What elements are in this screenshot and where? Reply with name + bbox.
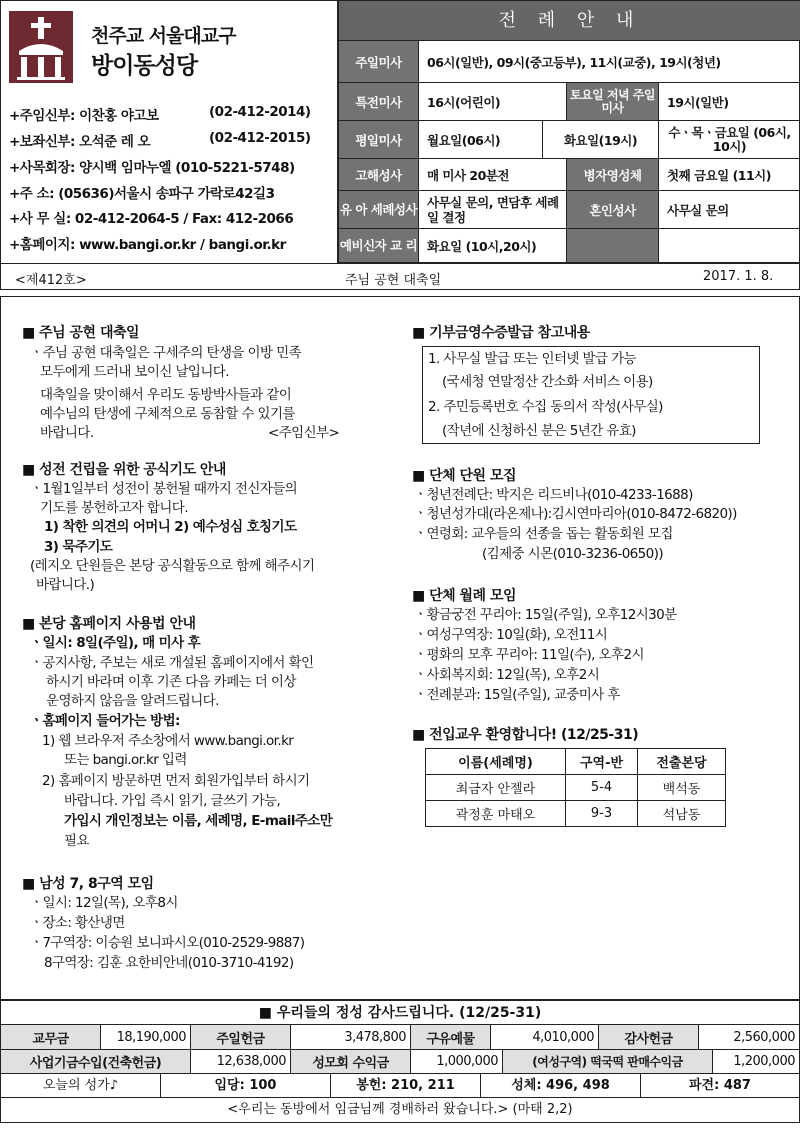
- table-row: [426, 801, 726, 827]
- prayer-line: 1) 착한 의견의 어머니 2) 예수성심 호칭기도: [44, 519, 297, 535]
- homepage-line: 2) 홈페이지 방문하면 먼저 회원가입부터 하시기: [42, 773, 310, 789]
- recruit-line: ㆍ청년성가대(라온제나):김시연마리아(010-8472-6820)): [414, 506, 737, 522]
- mens-meeting-title: ■ 남성 7, 8구역 모임: [22, 876, 154, 892]
- newcomer-table: [425, 748, 726, 827]
- offering-value: 3,478,800: [291, 1025, 411, 1050]
- catechumen-label: 예비신자 교 리: [339, 229, 419, 263]
- column-header: 구역-반: [566, 749, 638, 775]
- homepage-line: 또는 bangi.or.kr 입력: [64, 752, 187, 768]
- issue-date: 2017. 1. 8.: [703, 269, 774, 284]
- infant-baptism-value: 사무실 문의, 면담후 세례일 결정: [419, 191, 567, 229]
- epiphany-line: 모두에게 드러내 보이신 날입니다.: [40, 364, 229, 380]
- newcomer-title: ■ 전입교우 환영합니다! (12/25-31): [412, 727, 639, 743]
- mens-meeting-line: ㆍ장소: 황산냉면: [30, 915, 125, 931]
- epiphany-line: 예수님의 탄생에 구체적으로 동참할 수 있기를: [40, 406, 295, 422]
- saturday-evening-mass-label: 토요일 저녁 주일 미사: [567, 83, 659, 121]
- offering-value: 18,190,000: [101, 1025, 191, 1050]
- contact-phone: (02-412-2015): [209, 130, 311, 146]
- confession-value: 매 미사 20분전: [419, 159, 567, 191]
- contact-assistant-priest: [9, 130, 311, 150]
- table-cell: 백석동: [638, 775, 726, 801]
- table-row: [426, 775, 726, 801]
- homepage-line: ㆍ공지사항, 주보는 새로 개설된 홈페이지에서 확인: [30, 655, 314, 671]
- sunday-mass-value: 06시(일반), 09시(중고등부), 11시(교중), 19시(청년): [419, 41, 800, 83]
- issue-number: <제412호>: [15, 273, 87, 288]
- epiphany-line: 바랍니다.: [40, 425, 94, 441]
- offering-value: 12,638,000: [191, 1050, 291, 1074]
- monthly-meeting-line: ㆍ사회복지회: 12일(목), 오후2시: [414, 667, 600, 683]
- parish-name: 방이동성당: [91, 53, 198, 79]
- recruit-title: ■ 단체 단원 모집: [412, 468, 516, 484]
- monthly-meeting-title: ■ 단체 월례 모임: [412, 588, 516, 604]
- epiphany-title: ■ 주님 공현 대축일: [22, 325, 140, 341]
- prayer-line: 3) 묵주기도: [44, 539, 113, 555]
- offering-label: 성모회 수익금: [291, 1050, 411, 1074]
- column-header: 전출본당: [638, 749, 726, 775]
- epiphany-signature: <주임신부>: [268, 425, 340, 441]
- monthly-meeting-line: ㆍ여성구역장: 10일(화), 오전11시: [414, 627, 608, 643]
- special-mass-label: 특전미사: [339, 83, 419, 121]
- mens-meeting-line: 8구역장: 김훈 요한비안네(010-3710-4192): [44, 955, 294, 971]
- homepage-line: 가입시 개인정보는 이름, 세례명, E-mail주소만: [64, 813, 333, 829]
- homepage-line: 바랍니다. 가입 즉시 읽기, 글쓰기 가능,: [64, 793, 281, 809]
- wed-fri-mass: 수ㆍ목ㆍ금요일 (06시, 10시): [659, 121, 800, 159]
- contact-office: +사 무 실: 02-412-2064-5 / Fax: 412-2066: [9, 211, 294, 227]
- parish-logo-icon: [9, 11, 73, 83]
- mass-schedule-title: 전 례 안 내: [339, 1, 800, 41]
- feast-title: 주님 공현 대축일: [345, 273, 442, 288]
- recruit-line: ㆍ청년전례단: 박지은 리드비나(010-4233-1688): [414, 487, 693, 503]
- contact-phone: (02-412-2014): [209, 104, 311, 120]
- offering-section: [0, 1000, 800, 1123]
- table-cell: 5-4: [566, 775, 638, 801]
- donation-line: 1. 사무실 발급 또는 인터넷 발급 가능: [428, 351, 637, 367]
- catechumen-value: 화요일 (10시,20시): [419, 229, 567, 263]
- prayer-line: 바랍니다.): [36, 577, 95, 593]
- table-header-row: [426, 749, 726, 775]
- monthly-meeting-line: ㆍ황금궁전 꾸리아: 15일(주일), 오후12시30분: [414, 607, 677, 623]
- prayer-line: (레지오 단원들은 본당 공식활동으로 함께 해주시기: [30, 558, 315, 574]
- offering-label: (여성구역) 떡국떡 판매수익금: [503, 1050, 713, 1074]
- offering-label: 주일헌금: [191, 1025, 291, 1050]
- donation-line: 2. 주민등록번호 수집 동의서 작성(사무실): [428, 399, 663, 415]
- homepage-line: 하시기 바라며 이후 기존 다음 카페는 더 이상: [46, 674, 296, 690]
- special-mass-value: 16시(어린이): [419, 83, 567, 121]
- homepage-line: 필요: [64, 833, 89, 849]
- mass-schedule-table: [337, 1, 800, 263]
- offering-label: 사업기금수입(건축헌금): [1, 1050, 191, 1074]
- offering-label: 교무금: [1, 1025, 101, 1050]
- table-cell: 곽정훈 마태오: [426, 801, 566, 827]
- offering-label: 감사헌금: [599, 1025, 699, 1050]
- offering-title: ■ 우리들의 정성 감사드립니다. (12/25-31): [1, 1001, 799, 1025]
- donation-line: (작년에 신청하신 분은 5년간 유효): [442, 423, 636, 439]
- homepage-title: ■ 본당 홈페이지 사용법 안내: [22, 616, 196, 632]
- contact-label: +보좌신부: 오석준 레 오: [9, 134, 151, 150]
- confession-label: 고해성사: [339, 159, 419, 191]
- mens-meeting-line: ㆍ일시: 12일(목), 오후8시: [30, 895, 178, 911]
- homepage-line: 1) 웹 브라우저 주소창에서 www.bangi.or.kr: [42, 733, 294, 749]
- hymn-communion: 성체: 496, 498: [481, 1074, 641, 1098]
- hymn-label: 오늘의 성가♪: [1, 1074, 161, 1098]
- hymn-offertory: 봉헌: 210, 211: [331, 1074, 481, 1098]
- sick-communion-label: 병자영성체: [567, 159, 659, 191]
- monthly-meeting-line: ㆍ평화의 모후 꾸리아: 11일(수), 오후2시: [414, 647, 644, 663]
- table-cell: 석남동: [638, 801, 726, 827]
- table-cell: 9-3: [566, 801, 638, 827]
- scripture-verse: <우리는 동방에서 임금님께 경배하러 왔습니다.> (마태 2,2): [227, 1102, 573, 1117]
- sunday-mass-label: 주일미사: [339, 41, 419, 83]
- parish-organization: 천주교 서울대교구: [91, 25, 236, 47]
- prayer-line: ㆍ1월1일부터 성전이 봉헌될 때까지 전신자들의: [30, 481, 298, 497]
- offering-value: 1,000,000: [411, 1050, 503, 1074]
- monday-mass: 월요일(06시): [419, 121, 543, 159]
- contact-label: +주임신부: 이찬홍 야고보: [9, 108, 159, 124]
- homepage-line: 운영하지 않음을 알려드립니다.: [46, 693, 219, 709]
- contact-pastor: [9, 104, 311, 124]
- homepage-line: ㆍ홈페이지 들어가는 방법:: [30, 713, 180, 729]
- prayer-title: ■ 성전 건립을 위한 공식기도 안내: [22, 462, 226, 478]
- donation-line: (국세청 연말정산 간소화 서비스 이용): [442, 374, 653, 390]
- hymn-row: [1, 1074, 799, 1098]
- offering-value: 1,200,000: [713, 1050, 799, 1074]
- empty-value-cell: [659, 229, 800, 263]
- monthly-meeting-line: ㆍ전례분과: 15일(주일), 교중미사 후: [414, 687, 620, 703]
- issue-bar: [1, 263, 799, 289]
- saturday-evening-mass-value: 19시(일반): [659, 83, 800, 121]
- offering-value: 2,560,000: [699, 1025, 799, 1050]
- recruit-line: (김제중 시몬(010-3236-0650)): [482, 546, 663, 562]
- table-cell: 최금자 안젤라: [426, 775, 566, 801]
- tuesday-mass: 화요일(19시): [543, 121, 659, 159]
- epiphany-line: 대축일을 맞이해서 우리도 동방박사들과 같이: [40, 387, 292, 403]
- recruit-line: ㆍ연령회: 교우들의 선종을 돕는 활동회원 모집: [414, 526, 673, 542]
- contact-homepage: +홈페이지: www.bangi.or.kr / bangi.or.kr: [9, 237, 286, 253]
- weekday-mass-label: 평일미사: [339, 121, 419, 159]
- bulletin-header: [0, 0, 800, 290]
- sick-communion-value: 첫째 금요일 (11시): [659, 159, 800, 191]
- column-header: 이름(세례명): [426, 749, 566, 775]
- hymn-entrance: 입당: 100: [161, 1074, 331, 1098]
- contact-council-president: +사목회장: 양시백 임마누엘 (010-5221-5748): [9, 160, 295, 176]
- mens-meeting-line: ㆍ7구역장: 이승원 보니파시오(010-2529-9887): [30, 935, 305, 951]
- homepage-line: ㆍ일시: 8일(주일), 매 미사 후: [30, 635, 201, 651]
- empty-label-cell: [567, 229, 659, 263]
- offering-label: 구유예물: [411, 1025, 491, 1050]
- infant-baptism-label: 유 아 세례성사: [339, 191, 419, 229]
- donation-receipt-title: ■ 기부금영수증발급 참고내용: [412, 325, 590, 341]
- hymn-recessional: 파견: 487: [689, 1078, 751, 1093]
- epiphany-line: ㆍ주님 공현 대축일은 구세주의 탄생을 이방 민족: [30, 345, 301, 361]
- contact-address: +주 소: (05636)서울시 송파구 가락로42길3: [9, 186, 275, 202]
- marriage-value: 사무실 문의: [659, 191, 800, 229]
- offering-value: 4,010,000: [491, 1025, 599, 1050]
- marriage-label: 혼인성사: [567, 191, 659, 229]
- prayer-line: 기도를 봉헌하고자 합니다.: [40, 500, 188, 516]
